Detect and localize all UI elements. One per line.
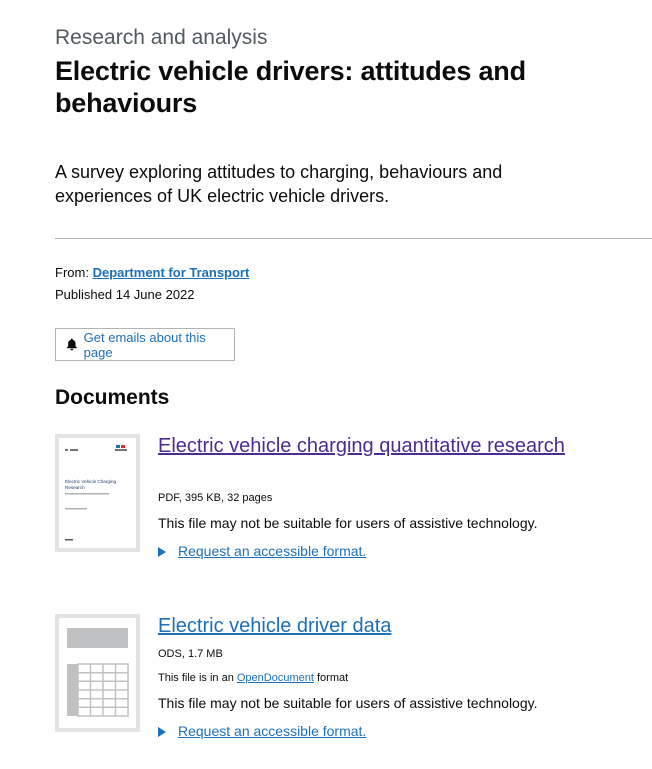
- opendocument-link[interactable]: OpenDocument: [236, 672, 314, 684]
- accessibility-note: This file may not be suitable for users of assistive technology.: [158, 695, 538, 711]
- spreadsheet-icon: [59, 618, 136, 728]
- get-emails-label: Get emails about this page: [83, 329, 206, 360]
- spreadsheet-thumbnail[interactable]: [55, 614, 140, 732]
- document-format-note: [158, 671, 348, 685]
- thumb-line1: Electric Vehicle Charging: [65, 479, 117, 484]
- request-accessible-format[interactable]: [158, 722, 366, 740]
- page-summary: A survey exploring attitudes to charging, behaviours and experiences of UK electric vehicle drivers.: [55, 162, 503, 206]
- thumb-line2: Research: [65, 485, 85, 490]
- accessibility-note: This file may not be suitable for users of assistive technology.: [158, 515, 538, 531]
- request-accessible-format-link[interactable]: Request an accessible format.: [178, 723, 367, 739]
- format-suffix: format: [316, 672, 349, 684]
- page-caption: Research and analysis: [55, 26, 268, 49]
- document-link-driver-data[interactable]: Electric vehicle driver data: [158, 615, 392, 637]
- documents-heading: Documents: [55, 386, 170, 409]
- document-meta: PDF, 395 KB, 32 pages: [158, 492, 273, 504]
- metadata-from: [55, 264, 249, 282]
- from-label: From:: [55, 265, 89, 280]
- get-emails-button[interactable]: [55, 328, 235, 361]
- published-date: Published 14 June 2022: [55, 287, 195, 302]
- organisation-link[interactable]: Department for Transport: [92, 265, 250, 280]
- pdf-cover-image: [59, 438, 136, 548]
- request-accessible-format[interactable]: [158, 542, 366, 560]
- pdf-thumbnail[interactable]: [55, 434, 140, 552]
- section-divider: [55, 238, 652, 239]
- document-meta: ODS, 1.7 MB: [158, 648, 223, 660]
- page-title: Electric vehicle drivers: attitudes and behaviours: [55, 56, 526, 118]
- document-link-charging-research[interactable]: Electric vehicle charging quantitative research: [158, 435, 565, 457]
- triangle-right-icon: [158, 547, 166, 557]
- request-accessible-format-link[interactable]: Request an accessible format.: [178, 543, 367, 559]
- format-prefix: This file is in an: [158, 672, 234, 684]
- bell-icon: [66, 338, 78, 351]
- triangle-right-icon: [158, 727, 166, 737]
